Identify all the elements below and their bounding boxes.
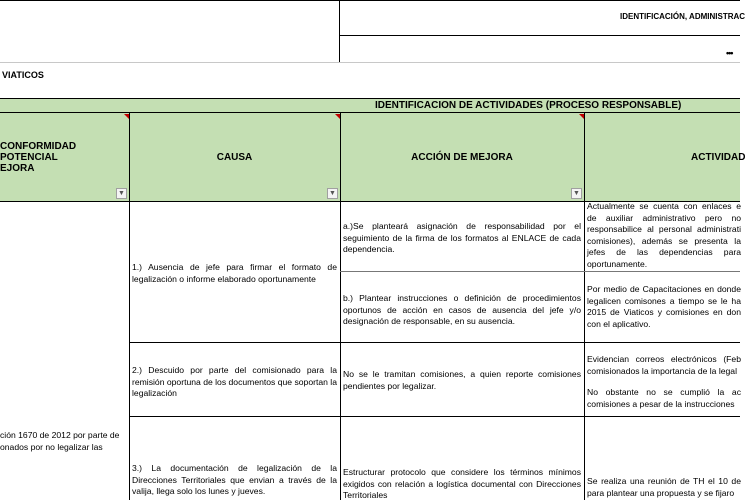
column-header-causa-label: CAUSA: [216, 151, 253, 163]
accion-cell: Estructurar protocolo que considere los términos mínimos exigidos con relación a logística documental con Direcciones Territoriales: [343, 467, 581, 501]
column-header-no-conformidad: [0, 113, 129, 201]
grid-line: [129, 416, 740, 417]
section-band: [0, 98, 740, 113]
grid-line: [129, 113, 130, 500]
document-dots: •••: [726, 48, 733, 58]
causa-cell: 1.) Ausencia de jefe para firmar el formato de legalización o informe elaborado oportunamente: [132, 262, 337, 284]
accion-cell: a.)Se planteará asignación de responsabilidad por el seguimiento de la firma de los formatos al ENLACE de cada dependencia.: [343, 221, 581, 255]
column-header-causa: [129, 113, 340, 201]
actividad-cell: Por medio de Capacitaciones en donde legalicen comisones a tiempo se le ha 2015 de Viaticos y comisiones en don con el aplicativo.: [587, 284, 741, 329]
causa-cell: 2.) Descuido por parte del comisionado para la remisión oportuna de los documentos que soportan la legalización: [132, 365, 337, 399]
header-bottom-line: [0, 62, 740, 63]
column-header-actividad: [584, 113, 745, 201]
causa-cell: 3.) La documentación de legalización de la Direcciones Territoriales que envian a través de la valija, llega solo los lunes y jueves.: [132, 463, 337, 497]
actividad-cell: Actualmente se cuenta con enlaces e de auxiliar administrativo pero no responsabilice al personal administrati comisiones), además se presenta la jefes de las dependencias para oportunamente.: [587, 201, 741, 269]
top-border: [0, 0, 740, 1]
header-row-line: [339, 35, 740, 36]
column-header-no-conformidad-label: CONFORMIDAD POTENCIAL EJORA: [0, 140, 77, 174]
accion-cell: b.) Plantear instrucciones o definición de procedimientos oportunos de acción en casos de ausencia del jefe y/o designación de responsable, en su ausencia.: [343, 293, 581, 327]
actividad-cell: Se realiza una reunión de TH el 10 de para plantear una propuesta y se fijaro: [587, 476, 741, 498]
sheet-title: VIATICOS: [2, 70, 44, 80]
filter-dropdown-no-conformidad[interactable]: ▼: [116, 188, 127, 199]
grid-line: [340, 271, 740, 272]
no-conformidad-text: ción 1670 de 2012 por parte de onados por no legalizar las: [0, 430, 120, 452]
filter-dropdown-accion[interactable]: ▼: [571, 188, 582, 199]
section-band-title: IDENTIFICACION DE ACTIVIDADES (PROCESO RESPONSABLE): [375, 100, 682, 111]
column-header-accion: [340, 113, 584, 201]
actividad-cell: Evidencian correos electrónicos (Feb comisionados la importancia de la legal: [587, 354, 741, 376]
filter-dropdown-causa[interactable]: ▼: [327, 188, 338, 199]
grid-line: [129, 342, 740, 343]
document-title: IDENTIFICACIÓN, ADMINISTRAC: [620, 12, 745, 21]
column-header-actividad-label: ACTIVIDAD: [691, 151, 745, 163]
actividad-cell: No obstante no se cumplió la ac comisiones a pesar de la instrucciones: [587, 387, 741, 409]
header-divider: [339, 0, 340, 63]
accion-cell: No se le tramitan comisiones, a quien reporte comisiones pendientes por legalizar.: [343, 369, 581, 391]
column-header-accion-label: ACCIÓN DE MEJORA: [411, 151, 513, 163]
